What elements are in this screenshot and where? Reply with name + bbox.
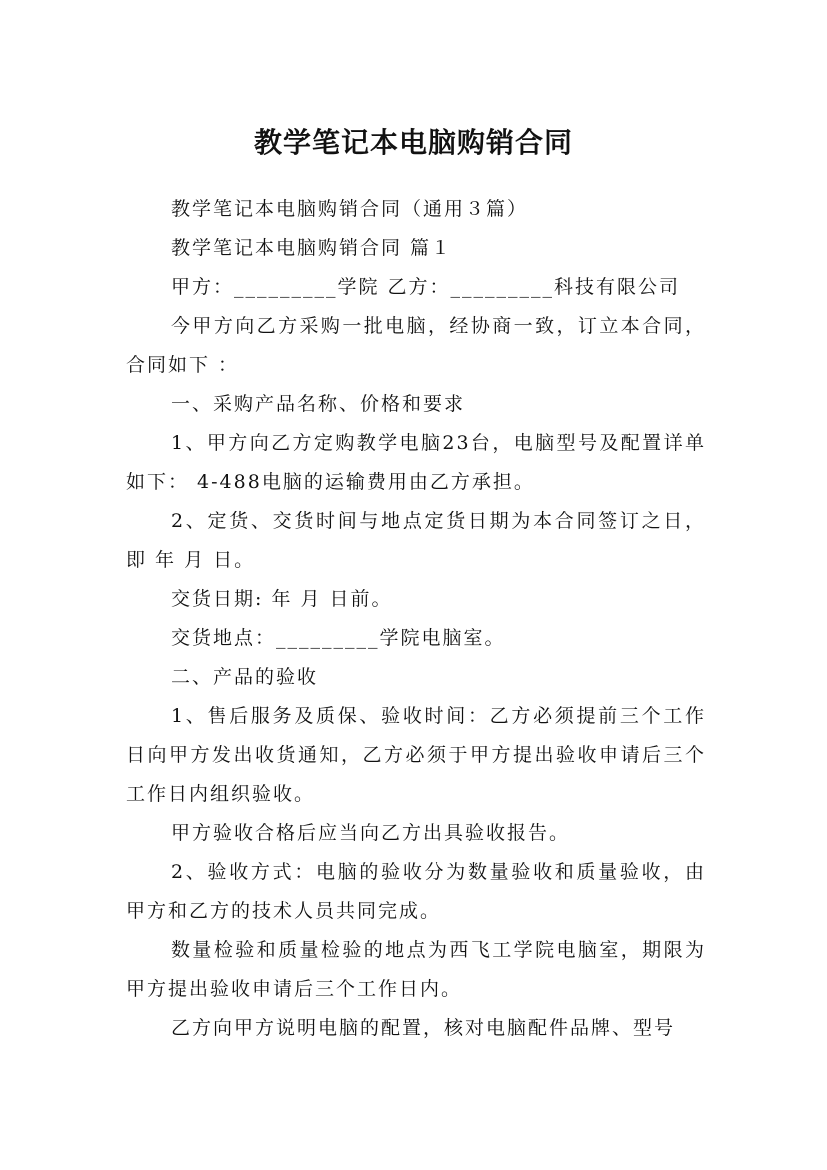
paragraph-clause-2-1: 1、售后服务及质保、验收时间：乙方必须提前三个工作日向甲方发出收货通知，乙方必须于甲方提出验收申请后三个工作日内组织验收。: [126, 705, 706, 805]
paragraph-clause-1-1: 1、甲方向乙方定购教学电脑23台，电脑型号及配置详单如下： 4-488电脑的运输费用由乙方承担。: [126, 432, 706, 493]
paragraph-inspection-location: 数量检验和质量检验的地点为西飞工学院电脑室，期限为甲方提出验收申请后三个工作日内。: [126, 939, 706, 1000]
paragraph-delivery-location: 交货地点：_________学院电脑室。: [171, 627, 506, 649]
document-body: [126, 190, 706, 1048]
paragraph-acceptance-report: 甲方验收合格后应当向乙方出具验收报告。: [171, 822, 571, 844]
document-title: 教学笔记本电脑购销合同: [253, 125, 573, 159]
paragraph-clause-2-2: 2、验收方式：电脑的验收分为数量验收和质量验收，由甲方和乙方的技术人员共同完成。: [126, 861, 706, 922]
paragraph-parties: 甲方：_________学院 乙方：_________科技有限公司: [171, 276, 681, 298]
paragraph-preamble: 今甲方向乙方采购一批电脑，经协商一致，订立本合同，合同如下 ：: [126, 315, 706, 376]
paragraph-section-heading: 教学笔记本电脑购销合同 篇１: [171, 237, 453, 259]
paragraph-clause-heading-1: 一、采购产品名称、价格和要求: [171, 393, 466, 415]
paragraph-subtitle: 教学笔记本电脑购销合同（通用３篇）: [171, 198, 529, 220]
paragraph-configuration: 乙方向甲方说明电脑的配置，核对电脑配件品牌、型号: [171, 1017, 676, 1039]
paragraph-clause-1-2: 2、定货、交货时间与地点定货日期为本合同签订之日，即 年 月 日。: [126, 510, 706, 571]
paragraph-delivery-date: 交货日期: 年 月 日前。: [171, 588, 393, 610]
paragraph-clause-heading-2: 二、产品的验收: [171, 666, 319, 688]
